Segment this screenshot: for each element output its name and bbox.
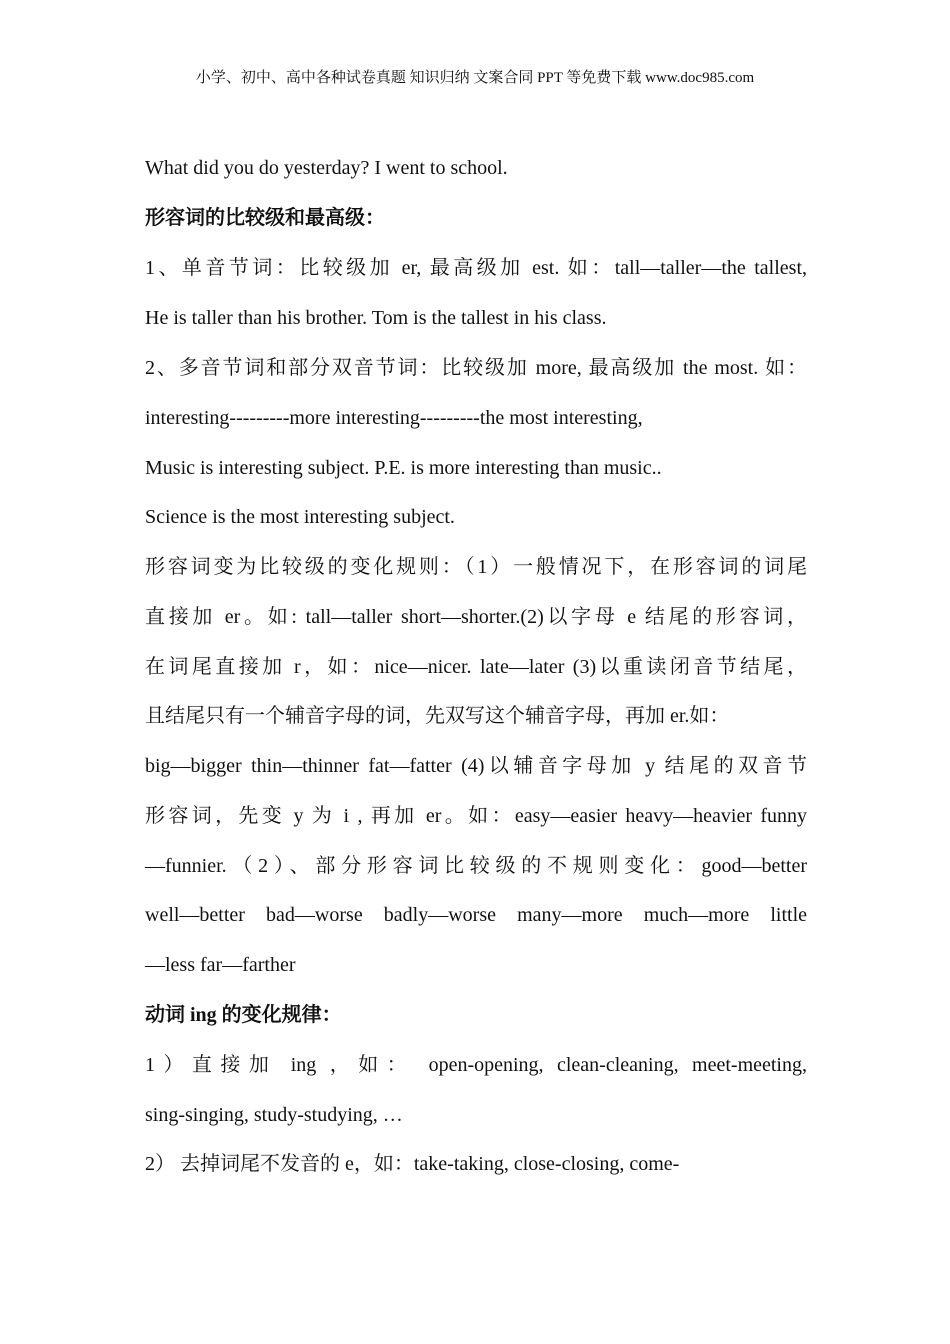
text-line: 形容词，先变 y 为 i , 再加 er。如：easy—easier heavy—heavier funny xyxy=(145,805,807,827)
text-line: 且结尾只有一个辅音字母的词，先双写这个辅音字母，再加 er.如： xyxy=(145,705,730,727)
page-header: 小学、初中、高中各种试卷真题 知识归纳 文案合同 PPT 等免费下载 www.doc985.com xyxy=(195,70,755,86)
text-line: 直接加 er。如: tall—taller short—shorter.(2)以字母 e 结尾的形容词， xyxy=(145,606,807,628)
text-line: Music is interesting subject. P.E. is more interesting than music.. xyxy=(145,457,662,479)
section-heading: 动词 ing 的变化规律： xyxy=(145,1004,342,1026)
text-line: sing-singing, study-studying, … xyxy=(145,1104,403,1126)
text-line: big—bigger thin—thinner fat—fatter (4)以辅音字母加 y 结尾的双音节 xyxy=(145,755,807,777)
text-line: interesting---------more interesting---------the most interesting, xyxy=(145,407,643,429)
text-line: Science is the most interesting subject. xyxy=(145,506,455,528)
text-line: —less far—farther xyxy=(145,954,296,976)
section-heading: 形容词的比较级和最高级： xyxy=(145,207,385,229)
text-line: 1、单音节词：比较级加 er, 最高级加 est. 如：tall—taller—the tallest, xyxy=(145,257,807,279)
text-line: —funnier.（2）、部分形容词比较级的不规则变化：good—better xyxy=(145,855,807,877)
text-line: 在词尾直接加 r，如：nice—nicer. late—later (3)以重读闭音节结尾， xyxy=(145,656,807,678)
text-line: 形容词变为比较级的变化规则：（1）一般情况下，在形容词的词尾 xyxy=(145,556,807,578)
text-line: He is taller than his brother. Tom is the tallest in his class. xyxy=(145,307,607,329)
text-line: well—better bad—worse badly—worse many—more much—more little xyxy=(145,904,807,926)
text-line: What did you do yesterday? I went to school. xyxy=(145,157,508,179)
text-line: 2） 去掉词尾不发音的 e，如：take-taking, close-closing, come- xyxy=(145,1153,680,1175)
text-line: 2、多音节词和部分双音节词：比较级加 more, 最高级加 the most. 如： xyxy=(145,357,807,379)
text-line: 1）直接加 ing ，如： open-opening, clean-cleaning, meet-meeting, xyxy=(145,1054,807,1076)
